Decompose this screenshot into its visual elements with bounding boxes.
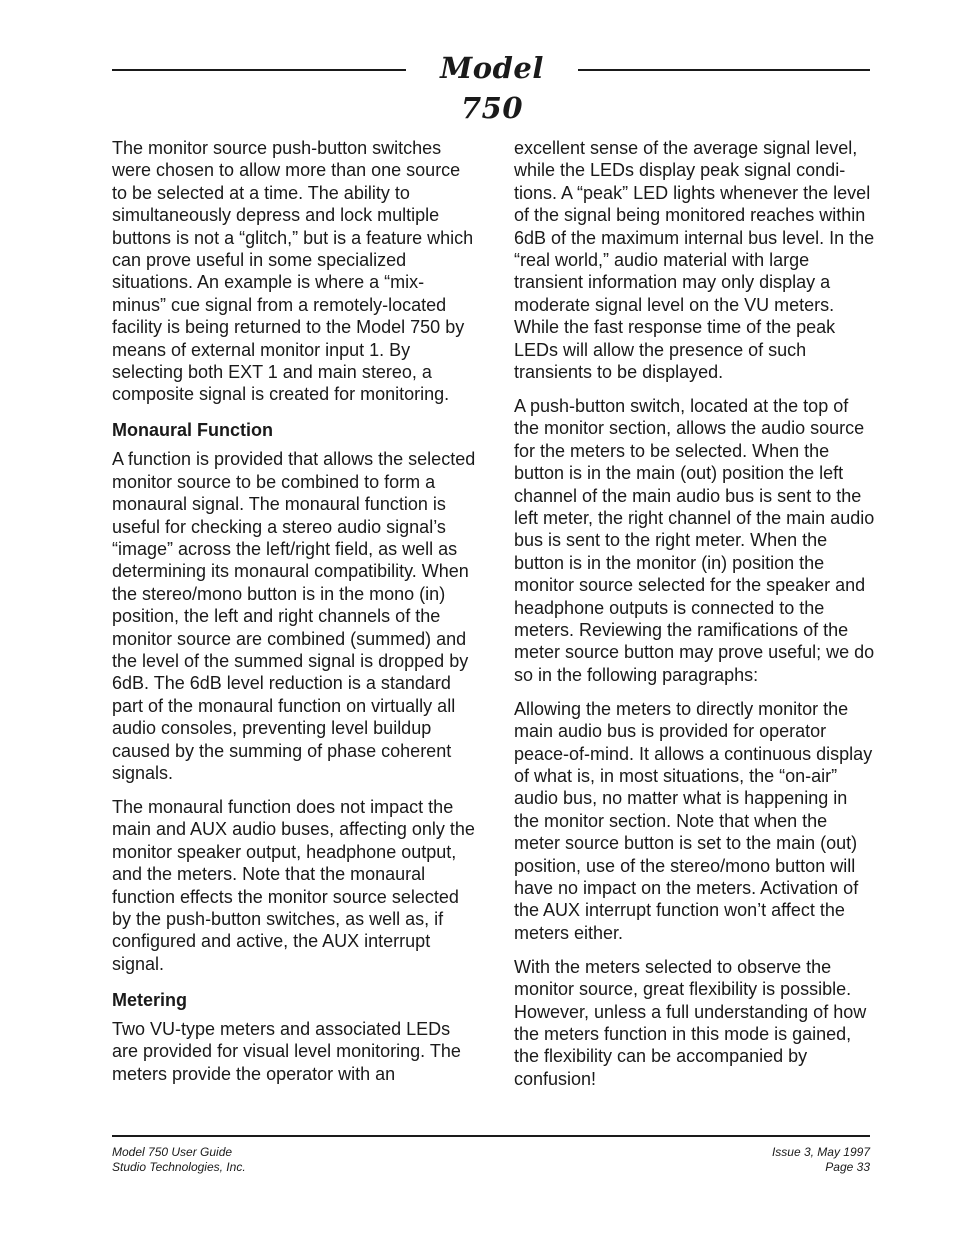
footer-rule	[112, 1135, 870, 1137]
footer-company: Studio Technologies, Inc.	[112, 1160, 246, 1174]
header-rule-left	[112, 69, 406, 71]
paragraph-monaural-impact: The monaural function does not impact the main and AUX audio buses, affecting only the monitor speaker output, headphone output, and the meters. Note that the monaural function effects the monitor source selected by the push-button switches, as well as, if configured and active, the AUX interrupt signal.	[112, 796, 475, 974]
paragraph-meter-source-switch: A push-button switch, located at the top of the monitor section, allows the audio source for the meters to be selected. When the button is in the main (out) position the left channel of the main audio bus is sent to the left meter, the right channel of the main audio bus is sent to the right meter. When the button is in the monitor (in) position the monitor source selected for the speaker and headphone outputs is connected to the meters. Reviewing the ramifications of the meter source button may prove useful; we do so in the following paragraphs:	[514, 395, 875, 685]
paragraph-main-bus-metering: Allowing the meters to directly monitor the main audio bus is provided for operator peace-of-mind. It allows a continuous display of what is, in most situations, the “on-air” audio bus, no matter what is happening in the monitor section. Note that when the meter source button is set to the main (out) position, use of the stereo/mono button will have no impact on the meters. Activation of the AUX interrupt function won’t affect the meters either.	[514, 698, 873, 943]
footer-left	[112, 1145, 246, 1175]
paragraph-push-button-switches: The monitor source push-button switches were chosen to allow more than one source to be selected at a time. The ability to simultaneously depress and lock multiple buttons is not a “glitch,” but is a feature which can prove useful in some specialized situations. An example is where a “mix-minus” cue signal from a remotely-located facility is being returned to the Model 750 by means of external monitor input 1. By selecting both EXT 1 and main stereo, a composite signal is created for monitoring.	[112, 138, 474, 405]
header-rule-right	[578, 69, 870, 71]
paragraph-monaural-function: A function is provided that allows the selected monitor source to be combined to form a monaural signal. The monaural function is useful for checking a stereo audio signal’s “image” across the left/right field, as well as determining its monaural compatibility. When the stereo/mono button is in the mono (in) position, the left and right channels of the monitor source are combined (summed) and the level of the summed signal is dropped by 6dB. The 6dB level reduction is a standard part of the monaural function on virtually all audio consoles, preventing level buildup caused by the summing of phase coherent signals.	[112, 449, 476, 784]
left-column	[112, 137, 478, 1096]
footer-guide-title: Model 750 User Guide	[112, 1145, 233, 1159]
footer-right	[772, 1145, 870, 1175]
right-column	[514, 137, 876, 1102]
paragraph-monitor-source-metering: With the meters selected to observe the monitor source, great flexibility is possible. However, unless a full understanding of how the meters function in this mode is gained, the flexibility can be accompanied by confusion!	[514, 956, 867, 1089]
footer-page-number: Page 33	[825, 1160, 870, 1174]
footer-issue: Issue 3, May 1997	[771, 1145, 870, 1159]
heading-metering: Metering	[112, 989, 188, 1010]
page-header-title: Model 750	[440, 51, 544, 125]
heading-monaural-function: Monaural Function	[112, 420, 273, 441]
paragraph-peak-leds: excellent sense of the average signal level, while the LEDs display peak signal conditions. A “peak” LED lights whenever the level of the signal being monitored reaches within 6dB of the maximum internal bus level. In the “real world,” audio material with large transient information may only display a moderate signal level on the VU meters. While the fast response time of the peak LEDs will allow the presence of such transients to be displayed.	[514, 138, 875, 383]
paragraph-metering-intro: Two VU-type meters and associated LEDs are provided for visual level monitoring. The meters provide the operator with an	[112, 1018, 461, 1084]
